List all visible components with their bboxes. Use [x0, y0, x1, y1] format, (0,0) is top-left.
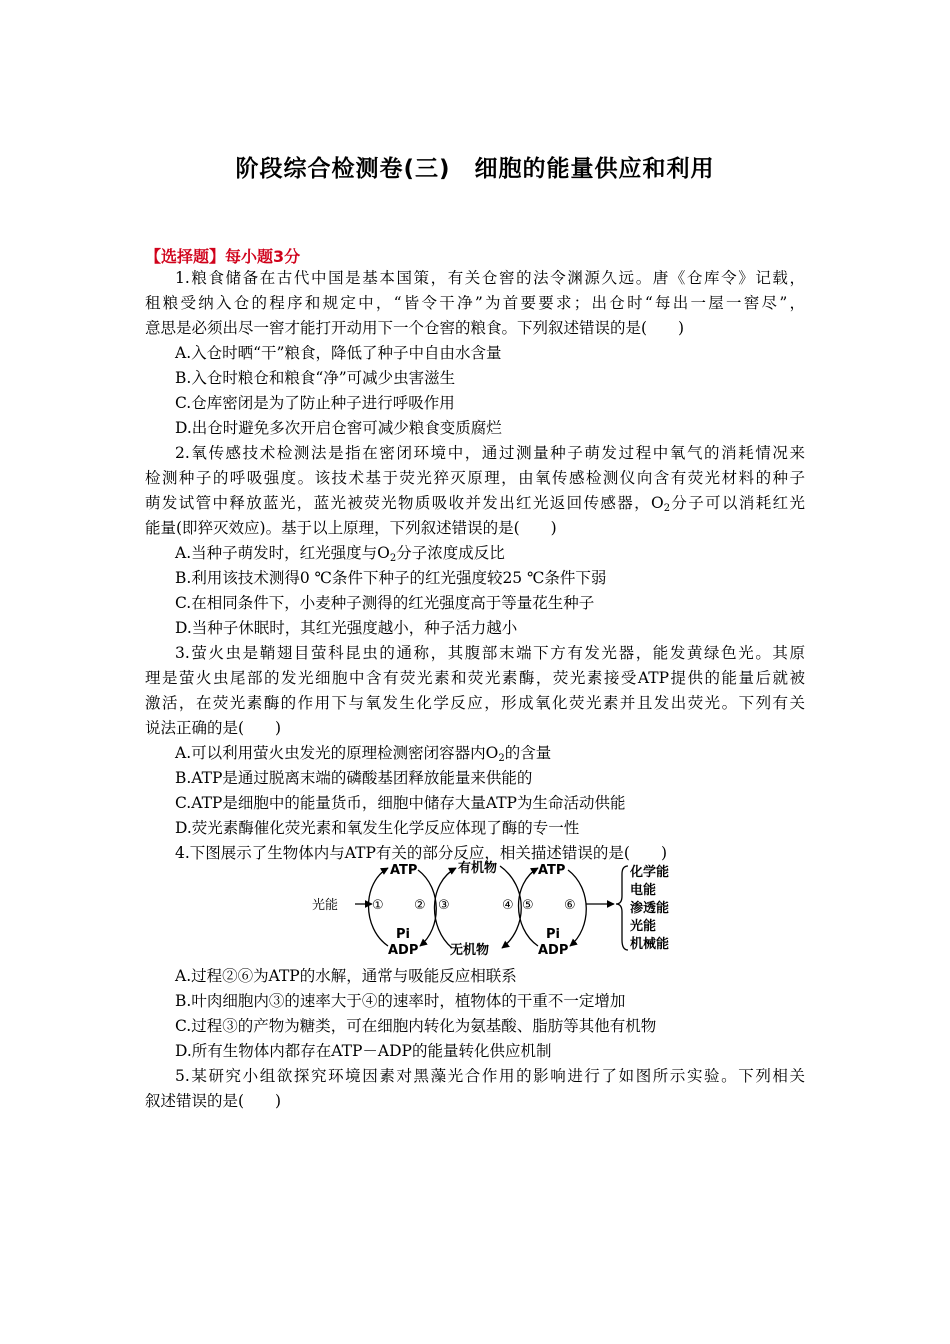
atp-label-left: ATP [390, 863, 418, 878]
inorganic-label: 无机物 [450, 943, 490, 958]
energy-mechanical: 机械能 [630, 937, 670, 952]
q3-stem-line2: 理是萤火虫尾部的发光细胞中含有荧光素和荧光素酶，荧光素接受ATP提供的能量后就被 [145, 669, 805, 687]
process-4-label: ④ [502, 898, 514, 913]
q5-stem-line1: 5.某研究小组欲探究环境因素对黑藻光合作用的影响进行了如图所示实验。下列相关 [175, 1067, 805, 1085]
energy-chemical: 化学能 [630, 865, 670, 880]
q4-stem-line1: 4.下图展示了生物体内与ATP有关的部分反应，相关描述错误的是( ) [175, 844, 667, 862]
pi-label-left: Pi [396, 927, 410, 942]
q4-option-b: B.叶肉细胞内③的速率大于④的速率时，植物体的干重不一定增加 [175, 992, 626, 1010]
q2-option-c: C.在相同条件下，小麦种子测得的红光强度高于等量花生种子 [175, 594, 595, 612]
q1-option-d: D.出仓时避免多次开启仓窖可减少粮食变质腐烂 [175, 419, 502, 437]
q3-option-d: D.荧光素酶催化荧光素和氧发生化学反应体现了酶的专一性 [175, 819, 580, 837]
adp-label-right: ADP [538, 943, 569, 958]
energy-light: 光能 [630, 919, 657, 934]
q3-option-a: A.可以利用萤火虫发光的原理检测密闭容器内$O_2$的含量 [175, 744, 552, 764]
q3-stem-line3: 激活，在荧光素酶的作用下与氧发生化学反应，形成氧化荧光素并且发出荧光。下列有关 [145, 694, 805, 712]
q4-option-a: A.过程②⑥为ATP的水解，通常与吸能反应相联系 [175, 967, 517, 985]
q4-option-c: C.过程③的产物为糖类，可在细胞内转化为氨基酸、脂肪等其他有机物 [175, 1017, 657, 1035]
q1-stem-line1: 1.粮食储备在古代中国是基本国策，有关仓窖的法令渊源久远。唐《仓库令》记载， [175, 269, 805, 287]
section-heading: 【选择题】每小题3分 [145, 247, 301, 266]
process-1-label: ① [372, 898, 384, 913]
adp-label-left: ADP [388, 943, 419, 958]
q2-stem-line3: 萌发试管中释放蓝光，蓝光被荧光物质吸收并发出红光返回传感器，$O_2$分子可以消耗红光 [145, 494, 805, 514]
energy-osmotic: 渗透能 [630, 901, 670, 916]
atp-reaction-diagram [300, 858, 690, 958]
energy-brace [616, 866, 628, 950]
q1-option-b: B.入仓时粮仓和粮食“净”可减少虫害滋生 [175, 369, 456, 387]
q3-stem-line4: 说法正确的是( ) [145, 719, 282, 737]
q1-option-a: A.入仓时晒“干”粮食，降低了种子中自由水含量 [175, 344, 502, 362]
q2-option-d: D.当种子休眠时，其红光强度越小，种子活力越小 [175, 619, 518, 637]
q1-stem-line2: 租粮受纳入仓的程序和规定中，“皆令干净”为首要要求；出仓时“每出一屋一窖尽”， [145, 294, 805, 312]
process-3-label: ③ [438, 898, 450, 913]
q2-option-b: B.利用该技术测得0 ℃条件下种子的红光强度较25 ℃条件下弱 [175, 569, 607, 587]
q2-stem-line4: 能量(即猝灭效应)。基于以上原理，下列叙述错误的是( ) [145, 519, 557, 537]
q3-option-b: B.ATP是通过脱离末端的磷酸基团释放能量来供能的 [175, 769, 533, 787]
q4-option-d: D.所有生物体内都存在ATP－ADP的能量转化供应机制 [175, 1042, 552, 1060]
q3-stem-line1: 3.萤火虫是鞘翅目萤科昆虫的通称，其腹部末端下方有发光器，能发黄绿色光。其原 [175, 644, 805, 662]
q2-stem-line1: 2.氧传感技术检测法是指在密闭环境中，通过测量种子萌发过程中氧气的消耗情况来 [175, 444, 805, 462]
q3-option-c: C.ATP是细胞中的能量货币，细胞中储存大量ATP为生命活动供能 [175, 794, 626, 812]
page-title: 阶段综合检测卷(三) 细胞的能量供应和利用 [235, 156, 715, 182]
process-5-label: ⑤ [522, 898, 534, 913]
q2-option-a: A.当种子萌发时，红光强度与$O_2$分子浓度成反比 [175, 544, 505, 564]
q2-stem-line2: 检测种子的呼吸强度。该技术基于荧光猝灭原理，由氧传感检测仪向含有荧光材料的种子 [145, 469, 805, 487]
organic-label: 有机物 [458, 861, 498, 876]
q5-stem-line2: 叙述错误的是( ) [145, 1092, 282, 1110]
process-2-label: ② [414, 898, 426, 913]
light-energy-label: 光能 [312, 898, 339, 913]
q1-stem-line3: 意思是必须出尽一窖才能打开动用下一个仓窖的粮食。下列叙述错误的是( ) [145, 319, 685, 337]
pi-label-right: Pi [546, 927, 560, 942]
energy-electric: 电能 [630, 883, 657, 898]
q1-option-c: C.仓库密闭是为了防止种子进行呼吸作用 [175, 394, 455, 412]
atp-label-right: ATP [538, 863, 566, 878]
process-6-label: ⑥ [564, 898, 576, 913]
